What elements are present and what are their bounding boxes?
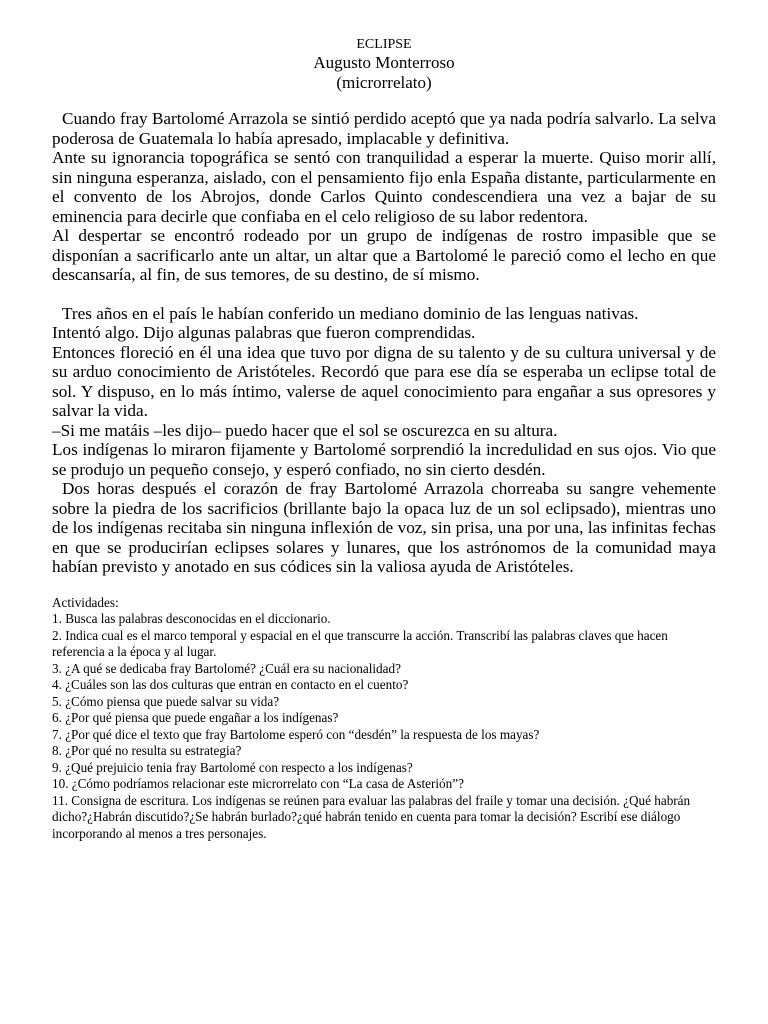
story-title: ECLIPSE: [356, 37, 412, 52]
activity-item: 8. ¿Por qué no resulta su estrategia?: [52, 743, 242, 758]
activity-item: 9. ¿Qué prejuicio tenia fray Bartolomé con respecto a los indígenas?: [52, 759, 413, 775]
story-paragraph: Ante su ignorancia topográfica se sentó con tranquilidad a esperar la muerte. Quiso morir allí, sin ninguna esperanza, aislado, con el pensamiento fijo enla España distante, particularmente en el convento de los Abrojos, donde Carlos Quinto condescendiera una vez a bajar de su eminencia para decirle que confiaba en el celo religioso de su labor redentora.: [52, 148, 716, 226]
activity-item: 3. ¿A qué se dedicaba fray Bartolomé? ¿Cuál era su nacionalidad?: [52, 660, 401, 676]
story-paragraph: Tres años en el país le habían conferido un mediano dominio de las lenguas nativas.: [62, 303, 639, 323]
document-header: [52, 36, 716, 93]
story-paragraph: Intentó algo. Dijo algunas palabras que fueron comprendidas.: [52, 323, 476, 342]
story-author: Augusto Monterroso: [313, 53, 455, 72]
story-genre: (microrrelato): [336, 73, 432, 92]
activity-item: 5. ¿Cómo piensa que puede salvar su vida?: [52, 693, 280, 709]
activity-item: 11. Consigna de escritura. Los indígenas se reúnen para evaluar las palabras del fraile y tomar una decisión. ¿Qué habrán dicho?¿Habrán discutido?¿Se habrán burlado?¿qué habrán tenido en cuenta para tomar la decisión? Escribí ese diálogo incorporando al menos a tres personajes.: [52, 792, 691, 841]
story-paragraph: Los indígenas lo miraron fijamente y Bartolomé sorprendió la incredulidad en sus ojos. Vio que se produjo un pequeño consejo, y esperó confiado, no sin cierto desdén.: [52, 440, 716, 479]
story-paragraph: Dos horas después el corazón de fray Bartolomé Arrazola chorreaba su sangre vehemente sobre la piedra de los sacrificios (brillante bajo la opaca luz de un sol eclipsado), mientras uno de los indígenas recitaba sin ninguna inflexión de voz, sin prisa, una por una, las infinitas fechas en que se producirían eclipses solares y lunares, que los astrónomos de la comunidad maya habían previsto y anotado en sus códices sin la valiosa ayuda de Aristóteles.: [52, 479, 716, 576]
activity-item: 2. Indica cual es el marco temporal y espacial en el que transcurre la acción. Transcribí las palabras claves que hacen referencia a la época y al lugar.: [52, 627, 668, 659]
activity-item: 10. ¿Cómo podríamos relacionar este microrrelato con “La casa de Asterión”?: [52, 776, 464, 791]
story-paragraph: –Si me matáis –les dijo– puedo hacer que el sol se oscurezca en su altura.: [52, 420, 558, 440]
story-paragraph: Entonces floreció en él una idea que tuvo por digna de su talento y de su cultura universal y de su arduo conocimiento de Aristóteles. Recordó que para ese día se esperaba un eclipse total de sol. Y dispuso, en lo más íntimo, valerse de aquel conocimiento para engañar a sus opresores y salvar la vida.: [52, 342, 716, 420]
document-page: [52, 36, 716, 842]
activities-heading: Actividades:: [52, 594, 119, 610]
activity-item: 4. ¿Cuáles son las dos culturas que entran en contacto en el cuento?: [52, 677, 409, 692]
story-body: [52, 109, 716, 577]
story-paragraph: Cuando fray Bartolomé Arrazola se sintió perdido aceptó que ya nada podría salvarlo. La selva poderosa de Guatemala lo había apresado, implacable y definitiva.: [52, 109, 716, 148]
activity-item: 6. ¿Por qué piensa que puede engañar a los indígenas?: [52, 710, 339, 725]
story-paragraph: Al despertar se encontró rodeado por un grupo de indígenas de rostro impasible que se disponían a sacrificarlo ante un altar, un altar que a Bartolomé le pareció como el lecho en que descansaría, al fin, de sus temores, de su destino, de sí mismo.: [52, 226, 716, 284]
activity-item: 7. ¿Por qué dice el texto que fray Bartolome esperó con “desdén” la respuesta de los mayas?: [52, 726, 540, 742]
activities-section: [52, 595, 716, 843]
activity-item: 1. Busca las palabras desconocidas en el diccionario.: [52, 611, 331, 626]
activities-list: [52, 611, 716, 842]
